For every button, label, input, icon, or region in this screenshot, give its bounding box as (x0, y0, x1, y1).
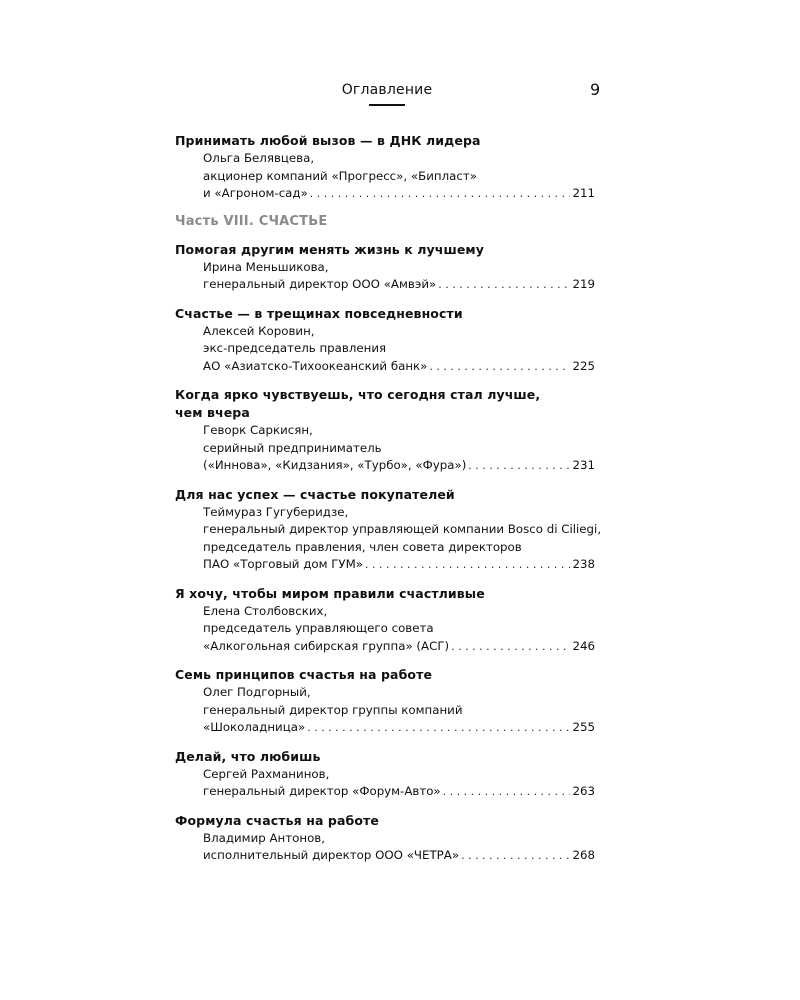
author-position: «Шоколадница» (203, 720, 306, 734)
toc-entry[interactable] (175, 812, 595, 865)
author-position: ПАО «Торговый дом ГУМ» (203, 557, 364, 571)
toc-entry[interactable] (175, 132, 595, 203)
title-underline (369, 104, 405, 106)
dot-leader (468, 457, 570, 475)
dot-leader (451, 638, 570, 656)
page-reference[interactable]: 246 (572, 638, 595, 653)
page-reference[interactable]: 219 (572, 277, 595, 291)
dot-leader (365, 556, 570, 574)
dot-leader (438, 276, 570, 294)
page-number: 9 (590, 80, 601, 99)
entry-title: Когда ярко чувствуешь, что сегодня стал лучше, (175, 387, 541, 402)
author-name: Ирина Меньшикова, (203, 259, 329, 274)
entry-leader-line (175, 457, 595, 475)
author-position: экс-председатель правления (203, 341, 387, 355)
entry-leader-line (175, 847, 595, 865)
entry-title: Счастье — в трещинах повседневности (175, 305, 463, 321)
author-name: Ольга Белявцева, (203, 151, 315, 165)
entry-leader-line (175, 358, 595, 376)
dot-leader (310, 185, 571, 203)
toc-entry[interactable] (175, 666, 595, 737)
toc-entry[interactable] (175, 386, 595, 475)
page-reference[interactable]: 263 (572, 784, 595, 798)
author-name: Теймураз Гугуберидзе, (203, 504, 349, 519)
author-position: АО «Азиатско-Тихоокеанский банк» (203, 358, 428, 373)
author-position: («Иннова», «Кидзания», «Турбо», «Фура») (203, 458, 467, 472)
page-reference[interactable]: 238 (572, 557, 595, 571)
entry-title: Формула счастья на работе (175, 812, 379, 828)
running-title: Оглавление (341, 82, 433, 98)
author-name: Олег Подгорный, (203, 685, 311, 699)
author-position: председатель правления, член совета директоров (203, 539, 522, 554)
page-reference[interactable]: 231 (572, 458, 595, 472)
toc-entry[interactable] (175, 241, 595, 294)
entry-title: Я хочу, чтобы миром правили счастливые (175, 585, 485, 601)
page-reference[interactable]: 255 (572, 720, 595, 734)
author-position: председатель управляющего совета (203, 621, 434, 635)
author-name: Владимир Антонов, (203, 830, 325, 845)
author-position: генеральный директор «Форум-Авто» (203, 784, 441, 798)
toc-entry[interactable] (175, 305, 595, 376)
author-name: Геворк Саркисян, (203, 423, 313, 437)
author-position: генеральный директор ООО «Амвэй» (203, 277, 437, 291)
author-position: «Алкогольная сибирская группа» (АСГ) (203, 638, 450, 653)
toc-entry[interactable] (175, 585, 595, 656)
entry-leader-line (175, 719, 595, 737)
page-reference[interactable]: 225 (572, 358, 595, 373)
author-name: Сергей Рахманинов, (203, 766, 330, 781)
entry-leader-line (175, 276, 595, 294)
entry-title: Для нас успех — счастье покупателей (175, 486, 455, 502)
author-position: и «Агроном-сад» (203, 186, 308, 200)
author-position: акционер компаний «Прогресс», «Бипласт» (203, 168, 477, 183)
entry-leader-line (175, 783, 595, 801)
entry-title: Семь принципов счастья на работе (175, 667, 433, 682)
table-of-contents (175, 132, 602, 876)
dot-leader (307, 719, 570, 737)
page-reference[interactable]: 268 (572, 848, 595, 862)
author-name: Елена Столбовских, (203, 603, 328, 618)
author-position: серийный предприниматель (203, 440, 382, 455)
entry-leader-line (175, 638, 595, 656)
toc-entry[interactable] (175, 748, 595, 801)
entry-title-continued: чем вчера (175, 405, 250, 420)
entry-title: Принимать любой вызов — в ДНК лидера (175, 133, 481, 148)
author-position: исполнительный директор ООО «ЧЕТРА» (203, 848, 460, 862)
entry-leader-line (175, 185, 595, 203)
dot-leader (461, 847, 570, 865)
dot-leader (429, 358, 570, 376)
author-name: Алексей Коровин, (203, 323, 315, 338)
author-position: генеральный директор управляющей компании Bosco di Ciliegi, (203, 522, 602, 536)
dot-leader (443, 783, 571, 801)
entry-leader-line (175, 556, 595, 574)
entry-title: Делай, что любишь (175, 748, 321, 764)
author-position: генеральный директор группы компаний (203, 702, 463, 717)
toc-entry[interactable] (175, 486, 602, 574)
entry-title: Помогая другим менять жизнь к лучшему (175, 241, 484, 257)
page-reference[interactable]: 211 (572, 186, 595, 200)
part-heading[interactable]: Часть VIII. СЧАСТЬЕ (175, 213, 328, 229)
running-head (0, 82, 800, 112)
